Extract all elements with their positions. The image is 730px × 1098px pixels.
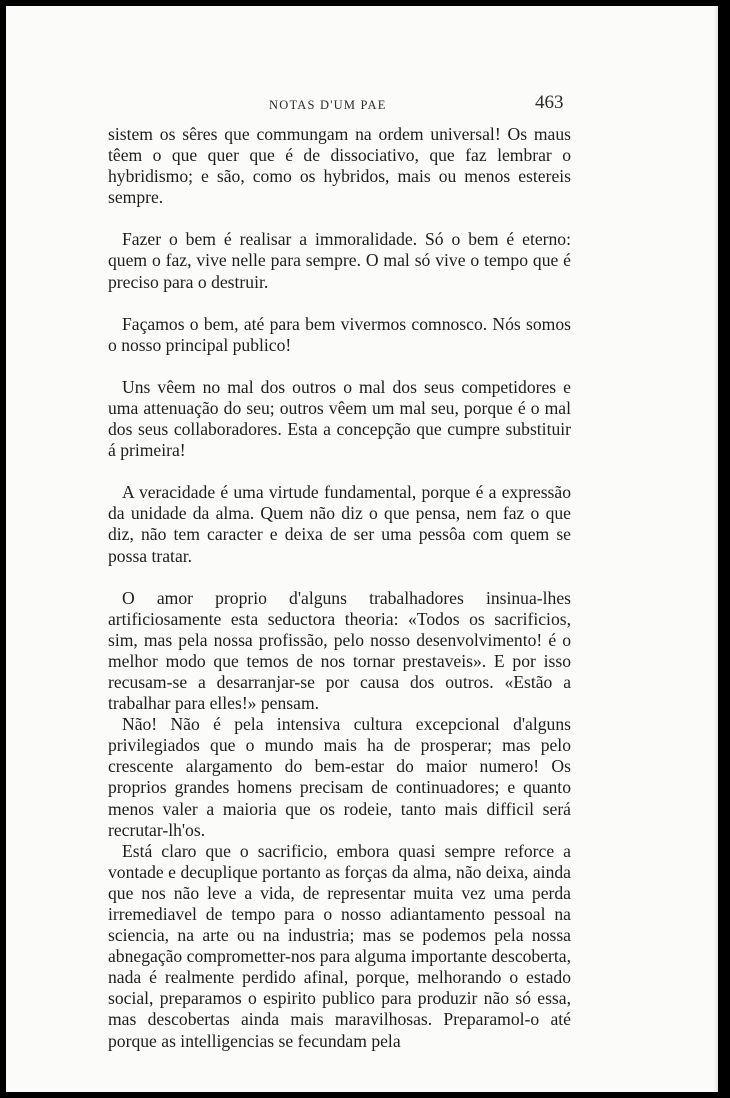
book-page bbox=[6, 6, 718, 1092]
running-title: NOTAS D'UM PAE bbox=[269, 98, 387, 112]
paragraph: Não! Não é pela intensiva cultura excepcional d'alguns privilegiados que o mundo mais ha de prosperar; mas pelo crescente alargamento do bem-estar do maior numero! Os proprios grandes homens precisam de continuadores; e quanto menos valer a maioria que os rodeie, tanto mais difficil será recrutar-lh'os. bbox=[108, 714, 571, 840]
page-edge-shadow bbox=[714, 6, 718, 1092]
body-text bbox=[108, 124, 571, 1052]
page-header bbox=[6, 92, 718, 116]
paragraph: O amor proprio d'alguns trabalhadores insinua-lhes artificiosamente esta seductora theoria: «Todos os sacrificios, sim, mas pela nossa profissão, pelo nosso desenvolvimento! é o melhor modo que temos de nos tornar prestaveis». E por isso recusam-se a desarranjar-se por causa dos outros. «Estão a trabalhar para elles!» pensam. bbox=[108, 587, 571, 714]
paragraph: Está claro que o sacrificio, embora quasi sempre reforce a vontade e decuplique portanto as forças da alma, não deixa, ainda que nos não leve a vida, de representar muita vez uma perda irremediavel de tempo para o nosso adiantamento pessoal na sciencia, na arte ou na industria; mas se podemos pela nossa abnegação comprometter-nos para alguma importante descoberta, nada é realmente perdido afinal, porque, melhorando o estado social, preparamos o espirito publico para produzir não só essa, mas descobertas ainda mais maravilhosas. Preparamol-o até porque as intelligencias se fecundam pela bbox=[108, 840, 571, 1051]
paragraph-continuation: sistem os sêres que commungam na ordem universal! Os maus têem o que quer que é de dissociativo, que faz lembrar o hybridismo; e são, como os hybridos, mais ou menos estereis sempre. bbox=[108, 124, 571, 208]
paragraph: Uns vêem no mal dos outros o mal dos seus competidores e uma attenuação do seu; outros vêem um mal seu, porque é o mal dos seus collaboradores. Esta a concepção que cumpre substituir á primeira! bbox=[108, 376, 571, 461]
paragraph: Façamos o bem, até para bem vivermos comnosco. Nós somos o nosso principal publico! bbox=[108, 313, 571, 355]
paragraph: A veracidade é uma virtude fundamental, porque é a expressão da unidade da alma. Quem não diz o que pensa, nem faz o que diz, não tem caracter e deixa de ser uma pessôa com quem se possa tratar. bbox=[108, 482, 571, 566]
paragraph: Fazer o bem é realisar a immoralidade. Só o bem é eterno: quem o faz, vive nelle para sempre. O mal só vive o tempo que é preciso para o destruir. bbox=[108, 229, 571, 292]
page-number: 463 bbox=[535, 92, 564, 113]
